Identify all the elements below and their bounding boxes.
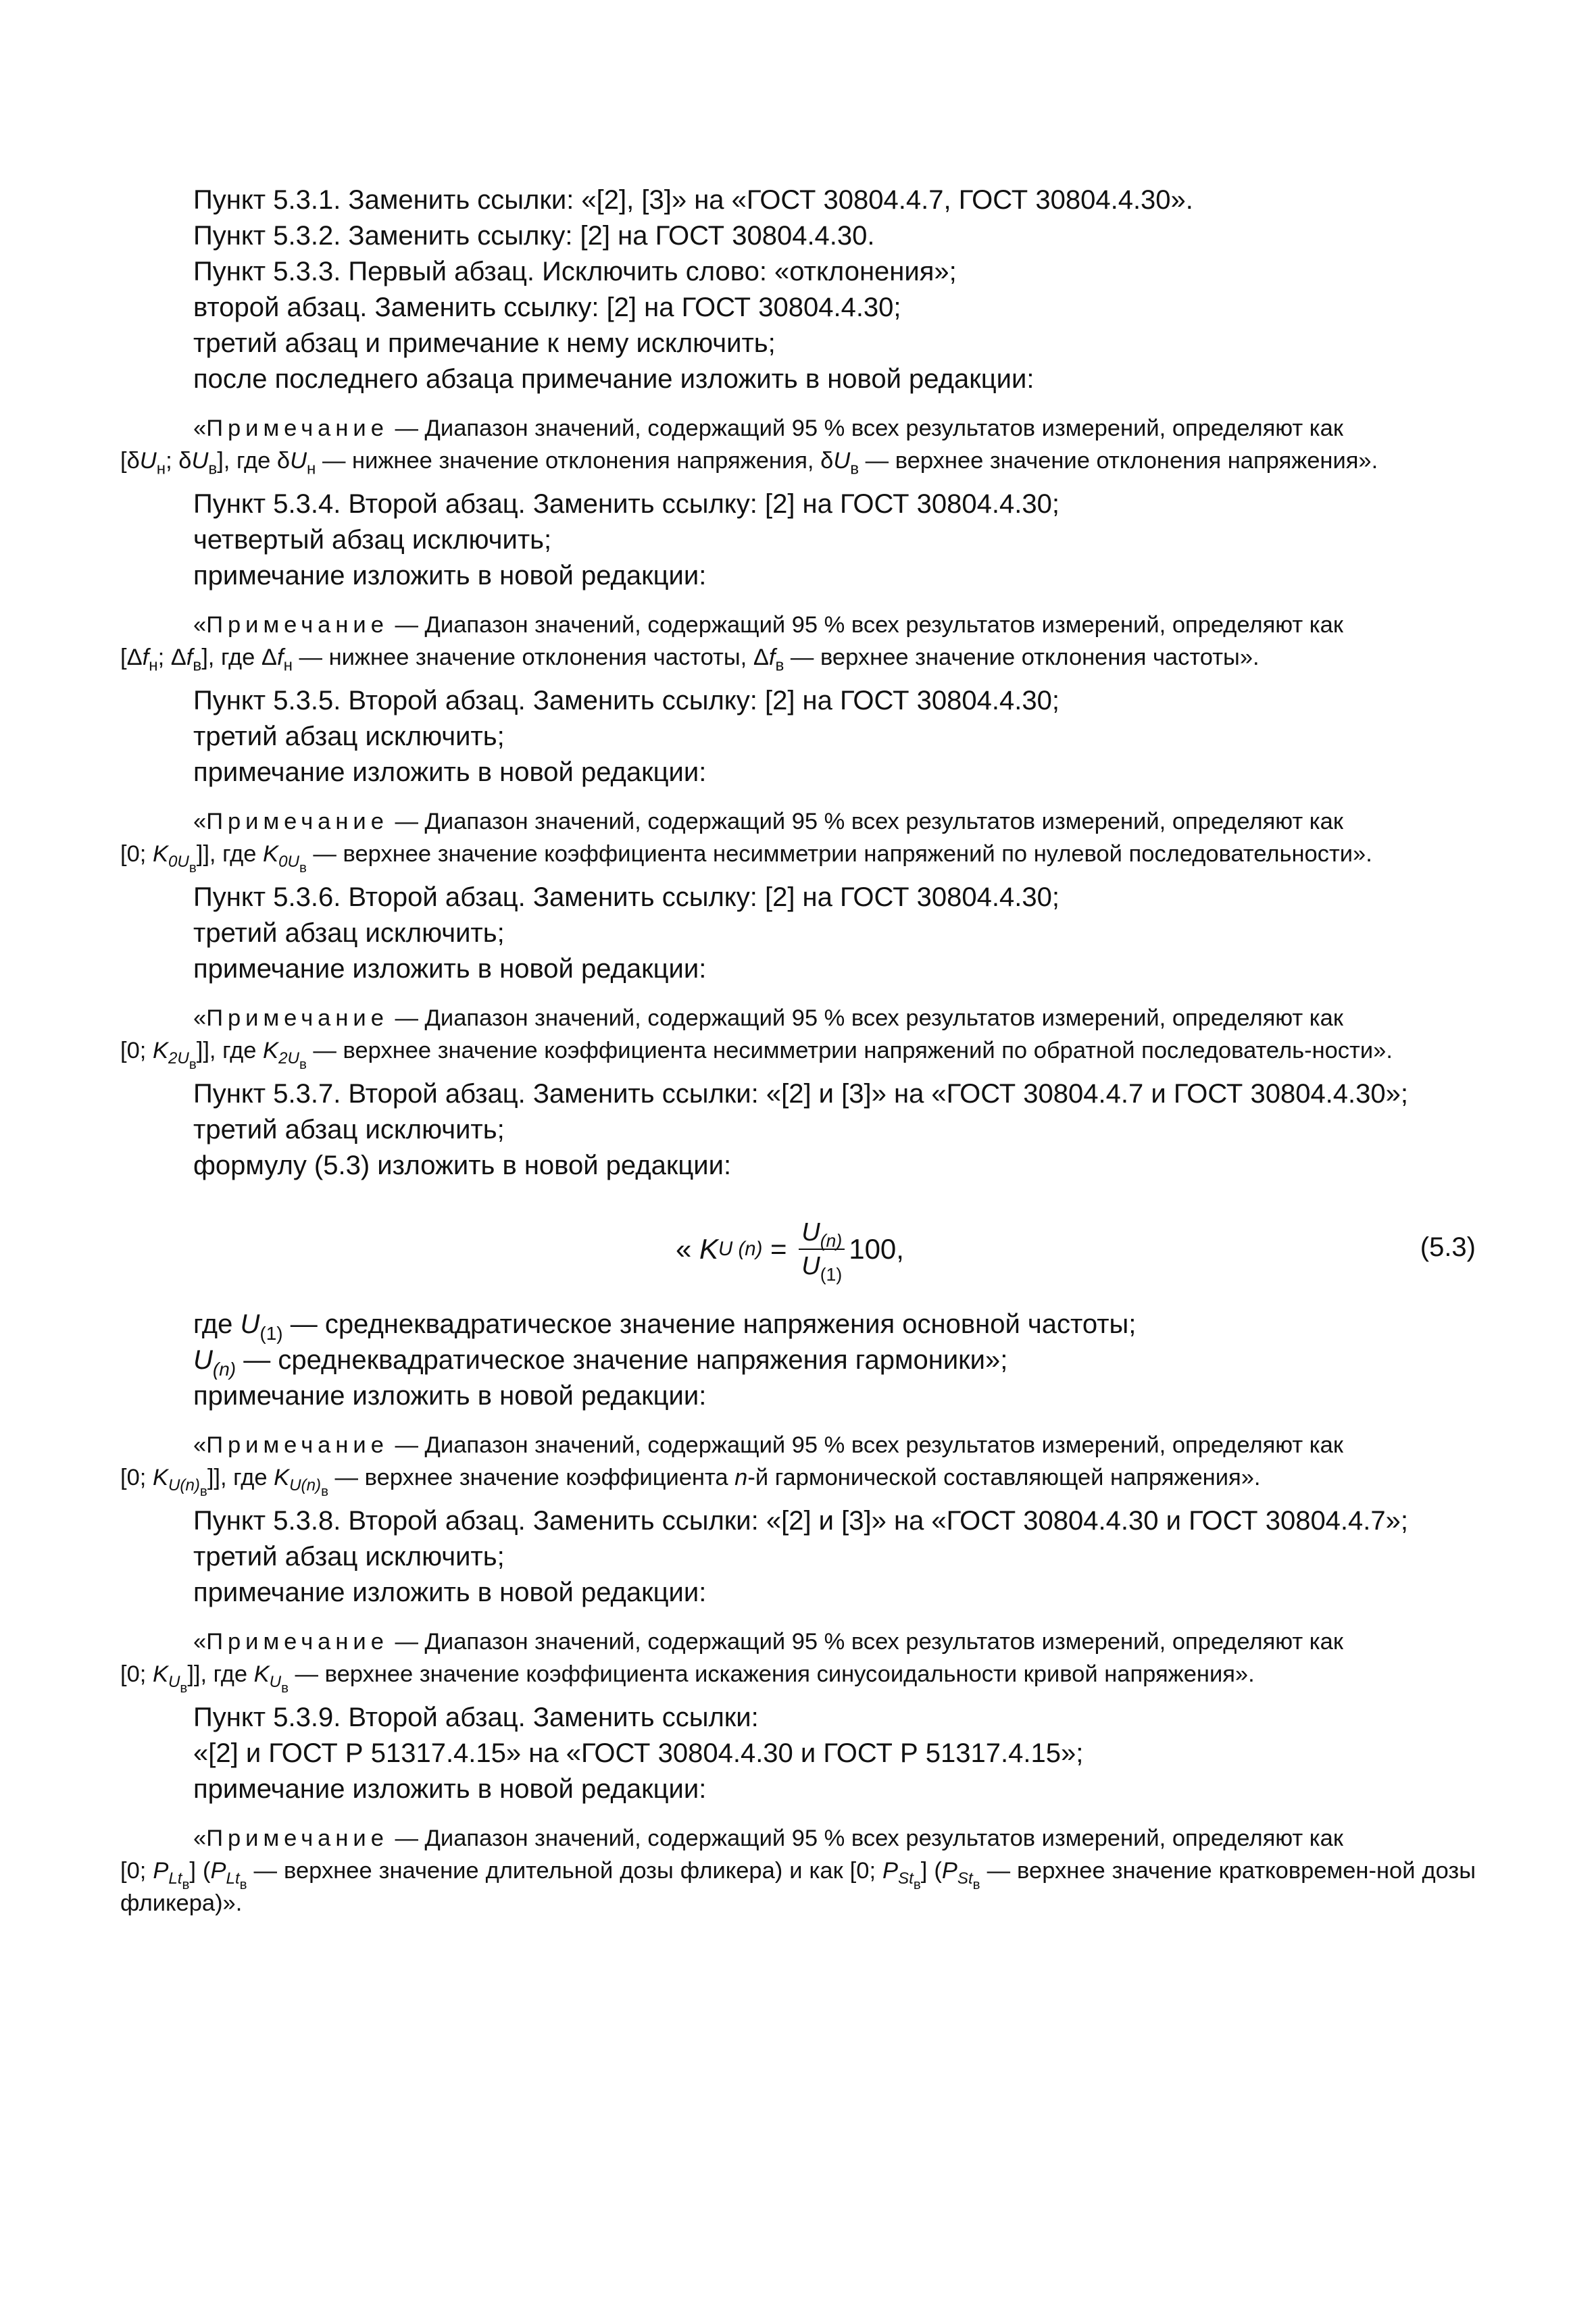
paragraph: формулу (5.3) изложить в новой редакции: (193, 1151, 732, 1180)
paragraph: примечание изложить в новой редакции: (193, 1578, 707, 1607)
paragraph: третий абзац и примечание к нему исключить; (193, 328, 776, 358)
paragraph: Пункт 5.3.4. Второй абзац. Заменить ссылку: [2] на ГОСТ 30804.4.30; (193, 489, 1059, 519)
paragraph: третий абзац исключить; (193, 918, 505, 948)
paragraph: примечание изложить в новой редакции: (193, 954, 707, 984)
note: «Примечание — Диапазон значений, содержащий 95 % всех результатов измерений, определяют как [0; $P_{Lt_в}$] ($P_{Lt_в}$ — верхнее значение длительной дозы фликера) и как [0; $P_{St_в}$] ($P_{St_в}$ — верхнее значение кратковремен-ной дозы фликера)». (120, 1826, 1476, 1916)
paragraph: примечание изложить в новой редакции: (193, 1774, 707, 1804)
paragraph: Пункт 5.3.5. Второй абзац. Заменить ссылку: [2] на ГОСТ 30804.4.30; (193, 686, 1059, 715)
document-page (120, 182, 1476, 1929)
fraction: $\frac{U_{(n)}}{U_{(1)}}$ (799, 1217, 845, 1281)
paragraph: примечание изложить в новой редакции: (193, 757, 707, 787)
paragraph: Пункт 5.3.6. Второй абзац. Заменить ссылку: [2] на ГОСТ 30804.4.30; (193, 882, 1059, 912)
paragraph: Пункт 5.3.2. Заменить ссылку: [2] на ГОСТ 30804.4.30. (193, 221, 875, 251)
paragraph: Пункт 5.3.7. Второй абзац. Заменить ссылки: «[2] и [3]» на «ГОСТ 30804.4.7 и ГОСТ 30804.4.30»; (193, 1079, 1409, 1109)
paragraph: где $U_{(1)}$ — среднеквадратическое значение напряжения основной частоты; (193, 1309, 1137, 1344)
paragraph: третий абзац исключить; (193, 1115, 505, 1145)
paragraph: $U_{(n)}$ — среднеквадратическое значение напряжения гармоники»; (193, 1345, 1008, 1380)
note: «Примечание — Диапазон значений, содержащий 95 % всех результатов измерений, определяют как [0; $K_{U_в}$]], где $K_{U_в}$ — верхнее значение коэффициента искажения синусоидальности кривой напряжения». (120, 1629, 1343, 1696)
paragraph: Пункт 5.3.1. Заменить ссылки: «[2], [3]» на «ГОСТ 30804.4.7, ГОСТ 30804.4.30». (193, 185, 1193, 215)
formula-5-3 (120, 1199, 1476, 1300)
note: «Примечание — Диапазон значений, содержащий 95 % всех результатов измерений, определяют как [$\Delta f_н$; $\Delta f_в$], где $\Delta f_н$ — нижнее значение отклонения частоты, $\Delta f_в$ — верхнее значение отклонения частоты». (120, 612, 1343, 675)
paragraph: второй абзац. Заменить ссылку: [2] на ГОСТ 30804.4.30; (193, 293, 901, 322)
note: «Примечание — Диапазон значений, содержащий 95 % всех результатов измерений, определяют как [0; $K_{0U_в}$]], где $K_{0U_в}$ — верхнее значение коэффициента несимметрии напряжений по нулевой последовательности». (120, 809, 1372, 876)
note: «Примечание — Диапазон значений, содержащий 95 % всех результатов измерений, определяют как [0; $K_{2U_в}$]], где $K_{2U_в}$ — верхнее значение коэффициента несимметрии напряжений по обратной последователь-ности». (120, 1005, 1393, 1073)
paragraph: Пункт 5.3.9. Второй абзац. Заменить ссылки: (193, 1703, 759, 1732)
paragraph: после последнего абзаца примечание изложить в новой редакции: (193, 364, 1034, 394)
paragraph: Пункт 5.3.8. Второй абзац. Заменить ссылки: «[2] и [3]» на «ГОСТ 30804.4.30 и ГОСТ 30804.4.7»; (193, 1506, 1409, 1536)
paragraph: Пункт 5.3.3. Первый абзац. Исключить слово: «отклонения»; (193, 257, 957, 286)
paragraph: примечание изложить в новой редакции: (193, 561, 707, 590)
paragraph: «[2] и ГОСТ Р 51317.4.15» на «ГОСТ 30804.4.30 и ГОСТ Р 51317.4.15»; (193, 1738, 1084, 1768)
note: «Примечание — Диапазон значений, содержащий 95 % всех результатов измерений, определяют как [$\delta U_н$; $\delta U_в$], где $\delta U_н$ — нижнее значение отклонения напряжения, $\delta U_в$ — верхнее значение отклонения напряжения». (120, 416, 1378, 478)
equation-number: (5.3) (1420, 1232, 1476, 1262)
paragraph: примечание изложить в новой редакции: (193, 1381, 707, 1411)
paragraph: четвертый абзац исключить; (193, 525, 552, 555)
paragraph: третий абзац исключить; (193, 1542, 505, 1571)
note: «Примечание — Диапазон значений, содержащий 95 % всех результатов измерений, определяют как [0; $K_{U(n)_в}$]], где $K_{U(n)_в}$ — верхнее значение коэффициента n-й гармонической составляющей напряжения». (120, 1432, 1343, 1500)
paragraph: третий абзац исключить; (193, 722, 505, 751)
formula-body: « K U (n) = $\frac{U_{(n)}}{U_{(1)}}$ 100, (676, 1218, 904, 1285)
